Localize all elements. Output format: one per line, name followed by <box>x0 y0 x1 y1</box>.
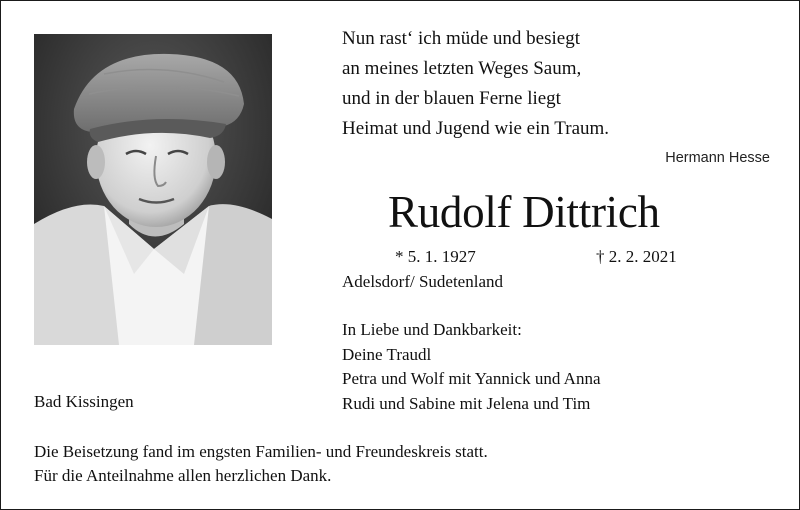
mourners-list <box>342 318 601 416</box>
mourner-line: Rudi und Sabine mit Jelena und Tim <box>342 393 591 413</box>
poem-line: Nun rast‘ ich müde und besiegt <box>342 28 580 49</box>
place-name: Bad Kissingen <box>34 392 134 411</box>
poem-author: Hermann Hesse <box>665 150 770 166</box>
birthplace: Adelsdorf/ Sudetenland <box>342 272 503 291</box>
closing-line: Für die Anteilnahme allen herzlichen Dank. <box>34 466 332 485</box>
poem-line: und in der blauen Ferne liegt <box>342 88 561 109</box>
closing-line: Die Beisetzung fand im engsten Familien- und Freundeskreis statt. <box>34 442 488 461</box>
birth-date: * 5. 1. 1927 <box>395 247 476 266</box>
death-date: † 2. 2. 2021 <box>596 247 677 266</box>
mourners-intro: In Liebe und Dankbarkeit: <box>342 320 522 339</box>
poem-line: Heimat und Jugend wie ein Traum. <box>342 118 610 139</box>
poem <box>342 24 762 144</box>
poem-line: an meines letzten Weges Saum, <box>342 58 582 79</box>
mourner-line: Petra und Wolf mit Yannick und Anna <box>342 369 601 388</box>
closing-text <box>34 440 488 488</box>
mourner-line: Deine Traudl <box>342 344 432 364</box>
portrait-photo <box>34 34 272 345</box>
deceased-name: Rudolf Dittrich <box>388 187 660 237</box>
